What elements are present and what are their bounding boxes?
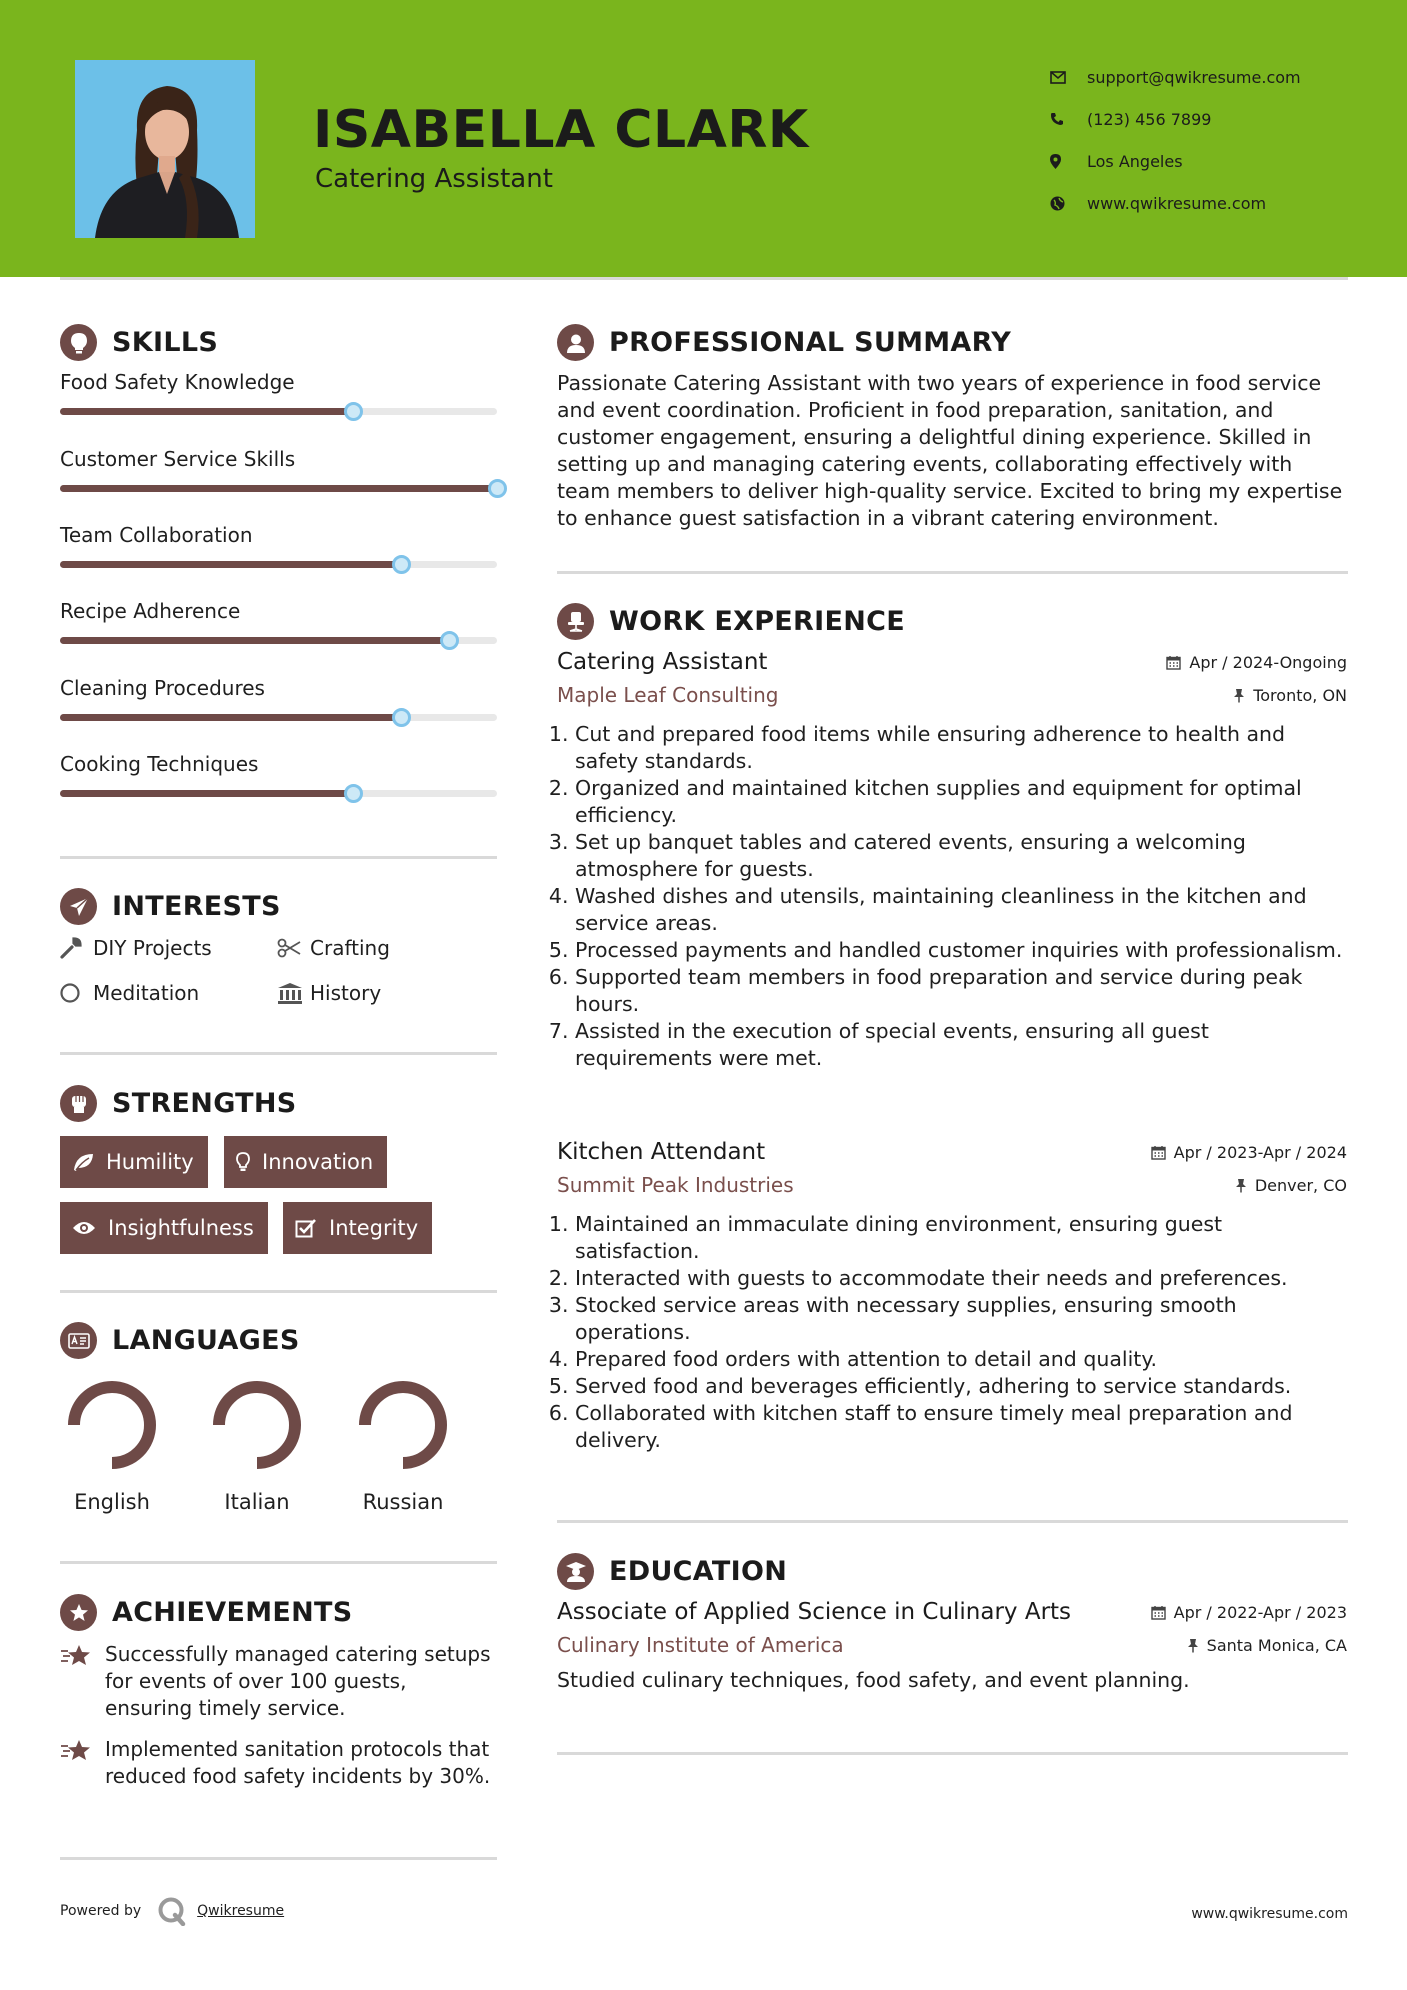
section-divider [60, 1290, 497, 1293]
skills-title: SKILLS [112, 327, 219, 358]
skill-knob [344, 402, 363, 421]
job-responsibilities [557, 721, 1347, 1072]
job-entry [557, 1139, 1347, 1454]
strength-label: Humility [106, 1150, 194, 1174]
education-description: Studied culinary techniques, food safety, and event planning. [557, 1668, 1190, 1692]
skill-name: Team Collaboration [60, 523, 253, 547]
fist-icon [60, 1085, 97, 1122]
job-location [1235, 1176, 1347, 1195]
language-gauge [356, 1378, 450, 1472]
footer-branding [60, 1896, 284, 1926]
skill-name: Recipe Adherence [60, 599, 241, 623]
job-header-row [557, 649, 1347, 675]
footer-website[interactable]: www.qwikresume.com [1191, 1906, 1348, 1922]
skill-knob [392, 708, 411, 727]
responsibility-item: 4. Prepared food orders with attention to detail and quality. [575, 1346, 1347, 1373]
achievement-text: Implemented sanitation protocols that reduced food safety incidents by 30%. [105, 1737, 491, 1788]
contact-location [1050, 140, 1301, 182]
wrench-icon [60, 937, 93, 959]
calendar-icon [1151, 1145, 1166, 1160]
summary-heading [557, 324, 1011, 361]
languages-title: LANGUAGES [112, 1325, 300, 1356]
responsibility-item: 2. Organized and maintained kitchen supplies and equipment for optimal efficiency. [575, 775, 1347, 829]
achievements-heading [60, 1594, 353, 1631]
responsibility-item: 3. Stocked service areas with necessary supplies, ensuring smooth operations. [575, 1292, 1347, 1346]
language-gauge-arc [74, 1387, 150, 1463]
leaf-icon [72, 1152, 94, 1172]
summary-title: PROFESSIONAL SUMMARY [609, 327, 1012, 358]
job-dates-text: Apr / 2024-Ongoing [1189, 652, 1347, 672]
language-gauge [210, 1378, 304, 1472]
map-pin-icon [1050, 154, 1087, 169]
skill-item [60, 447, 497, 471]
responsibility-item: 6. Supported team members in food preparation and service during peak hours. [575, 964, 1347, 1018]
responsibility-item: 4. Washed dishes and utensils, maintaining cleanliness in the kitchen and service areas. [575, 883, 1347, 937]
contact-website-text: www.qwikresume.com [1087, 193, 1267, 213]
job-header-row [557, 1139, 1347, 1165]
education-school: Culinary Institute of America [557, 1633, 844, 1657]
job-subheader-row [557, 683, 1347, 707]
language-name: Russian [362, 1490, 444, 1514]
education-dates [1151, 1603, 1347, 1622]
skills-heading [60, 324, 218, 361]
responsibility-item: 5. Processed payments and handled customer inquiries with professionalism. [575, 937, 1347, 964]
pushpin-icon [1233, 688, 1245, 703]
education-heading [557, 1553, 787, 1590]
resume-header [0, 0, 1407, 277]
skill-item [60, 676, 497, 700]
interests-title: INTERESTS [112, 891, 281, 922]
skill-name: Customer Service Skills [60, 447, 296, 471]
scissors-icon [277, 938, 310, 958]
pushpin-icon [1187, 1638, 1199, 1653]
section-divider [60, 1857, 497, 1860]
contact-website[interactable] [1050, 182, 1301, 224]
language-gauge-arc [365, 1387, 441, 1463]
globe-icon [1050, 196, 1087, 211]
calendar-icon [1151, 1605, 1166, 1620]
user-icon [557, 324, 594, 361]
interests-heading [60, 888, 281, 925]
strengths-heading [60, 1085, 297, 1122]
responsibility-item: 1. Cut and prepared food items while ensuring adherence to health and safety standards. [575, 721, 1347, 775]
experience-title: WORK EXPERIENCE [609, 606, 905, 637]
skill-item [60, 599, 497, 623]
job-dates-text: Apr / 2023-Apr / 2024 [1173, 1142, 1347, 1162]
interest-label: Crafting [310, 936, 390, 960]
skill-fill [60, 714, 401, 721]
contact-phone[interactable] [1050, 98, 1301, 140]
language-name: Italian [224, 1490, 290, 1514]
candidate-name: ISABELLA CLARK [313, 100, 809, 160]
job-location-text: Denver, CO [1254, 1175, 1347, 1195]
interest-item [277, 981, 381, 1005]
language-item [197, 1378, 317, 1514]
star-badge-icon [60, 1594, 97, 1631]
strength-badge [224, 1136, 387, 1188]
phone-icon [1050, 112, 1087, 126]
strength-label: Integrity [329, 1216, 419, 1240]
candidate-title: Catering Assistant [315, 164, 553, 194]
language-name: English [74, 1490, 150, 1514]
achievements-title: ACHIEVEMENTS [112, 1597, 353, 1628]
education-location [1187, 1636, 1347, 1655]
section-divider [557, 1752, 1348, 1755]
lightbulb-icon [60, 324, 97, 361]
circle-icon [60, 983, 93, 1003]
contact-list [1050, 56, 1301, 224]
job-dates [1166, 653, 1347, 672]
skill-name: Cooking Techniques [60, 752, 259, 776]
contact-location-text: Los Angeles [1087, 151, 1183, 171]
interest-label: Meditation [93, 981, 200, 1005]
job-location [1233, 686, 1347, 705]
skill-knob [392, 555, 411, 574]
profile-photo [75, 60, 255, 238]
language-item [343, 1378, 463, 1514]
job-subheader-row [557, 1173, 1347, 1197]
skill-fill [60, 408, 353, 415]
strength-label: Innovation [262, 1150, 374, 1174]
achievement-item [60, 1641, 500, 1722]
responsibility-item: 1. Maintained an immaculate dining environment, ensuring guest satisfaction. [575, 1211, 1347, 1265]
language-gauge-arc [219, 1387, 295, 1463]
eye-icon [72, 1220, 96, 1236]
responsibility-item: 6. Collaborated with kitchen staff to ensure timely meal preparation and delivery. [575, 1400, 1347, 1454]
section-divider [60, 1561, 497, 1564]
interest-label: History [310, 981, 382, 1005]
education-location-text: Santa Monica, CA [1206, 1635, 1347, 1655]
strength-badge [283, 1202, 432, 1254]
achievement-item [60, 1736, 500, 1790]
responsibility-item: 3. Set up banquet tables and catered events, ensuring a welcoming atmosphere for guests. [575, 829, 1347, 883]
skill-item [60, 370, 497, 394]
star-icon [60, 1641, 105, 1722]
education-subheader-row [557, 1633, 1347, 1657]
summary-text: Passionate Catering Assistant with two years of experience in food service and event coordination. Proficient in food preparation, sanitation, and customer engagement, ensuring a delightful dining experience. Skilled in setting up and managing catering events, collaborating effectively with team members to deliver high-quality service. Excited to bring my expertise to enhance guest satisfaction in a vibrant catering environment. [557, 371, 1343, 530]
envelope-icon [1050, 71, 1087, 84]
interest-item [60, 936, 212, 960]
qwikresume-link[interactable]: Qwikresume [197, 1903, 285, 1919]
skill-name: Cleaning Procedures [60, 676, 265, 700]
job-company: Summit Peak Industries [557, 1173, 794, 1197]
bank-icon [277, 982, 310, 1004]
qwikresume-logo-icon [157, 1896, 187, 1926]
language-card-icon [60, 1322, 97, 1359]
interest-label: DIY Projects [93, 936, 212, 960]
education-dates-text: Apr / 2022-Apr / 2023 [1173, 1602, 1347, 1622]
language-item [52, 1378, 172, 1514]
paper-plane-icon [60, 888, 97, 925]
check-square-icon [295, 1218, 317, 1238]
experience-heading [557, 603, 905, 640]
lightbulb-icon [236, 1152, 250, 1172]
job-dates [1151, 1143, 1347, 1162]
job-location-text: Toronto, ON [1253, 685, 1347, 705]
graduate-icon [557, 1553, 594, 1590]
section-divider [557, 1520, 1348, 1523]
responsibility-item: 5. Served food and beverages efficiently, adhering to service standards. [575, 1373, 1347, 1400]
skill-knob [440, 631, 459, 650]
skill-fill [60, 790, 353, 797]
contact-email-text: support@qwikresume.com [1087, 67, 1301, 87]
responsibility-item: 2. Interacted with guests to accommodate their needs and preferences. [575, 1265, 1347, 1292]
skill-name: Food Safety Knowledge [60, 370, 295, 394]
job-title: Kitchen Attendant [557, 1139, 766, 1165]
language-gauge [65, 1378, 159, 1472]
strengths-title: STRENGTHS [112, 1088, 297, 1119]
job-title: Catering Assistant [557, 649, 768, 675]
achievement-text: Successfully managed catering setups for events of over 100 guests, ensuring timely service. [105, 1642, 491, 1720]
strength-label: Insightfulness [108, 1216, 254, 1240]
interest-item [60, 981, 199, 1005]
skill-knob [344, 784, 363, 803]
section-divider [60, 1052, 497, 1055]
education-entry [557, 1599, 1347, 1694]
contact-email[interactable] [1050, 56, 1301, 98]
calendar-icon [1166, 655, 1181, 670]
interest-item [277, 936, 390, 960]
education-title: EDUCATION [609, 1556, 788, 1587]
skill-fill [60, 561, 401, 568]
skill-knob [488, 479, 507, 498]
skill-fill [60, 637, 449, 644]
pushpin-icon [1235, 1178, 1247, 1193]
skill-fill [60, 485, 497, 492]
section-divider [60, 856, 497, 859]
strength-badge [60, 1136, 208, 1188]
office-chair-icon [557, 603, 594, 640]
job-company: Maple Leaf Consulting [557, 683, 779, 707]
skill-item [60, 752, 497, 776]
job-entry [557, 649, 1347, 1072]
powered-by-text: Powered by [60, 1903, 142, 1919]
education-header-row [557, 1599, 1347, 1625]
languages-heading [60, 1322, 300, 1359]
responsibility-item: 7. Assisted in the execution of special events, ensuring all guest requirements were met. [575, 1018, 1347, 1072]
skill-item [60, 523, 497, 547]
education-degree: Associate of Applied Science in Culinary Arts [557, 1599, 1072, 1625]
strength-badge [60, 1202, 268, 1254]
section-divider [557, 571, 1348, 574]
job-responsibilities [557, 1211, 1347, 1454]
header-divider [60, 277, 1348, 280]
star-icon [60, 1736, 105, 1790]
contact-phone-text: (123) 456 7899 [1087, 109, 1212, 129]
